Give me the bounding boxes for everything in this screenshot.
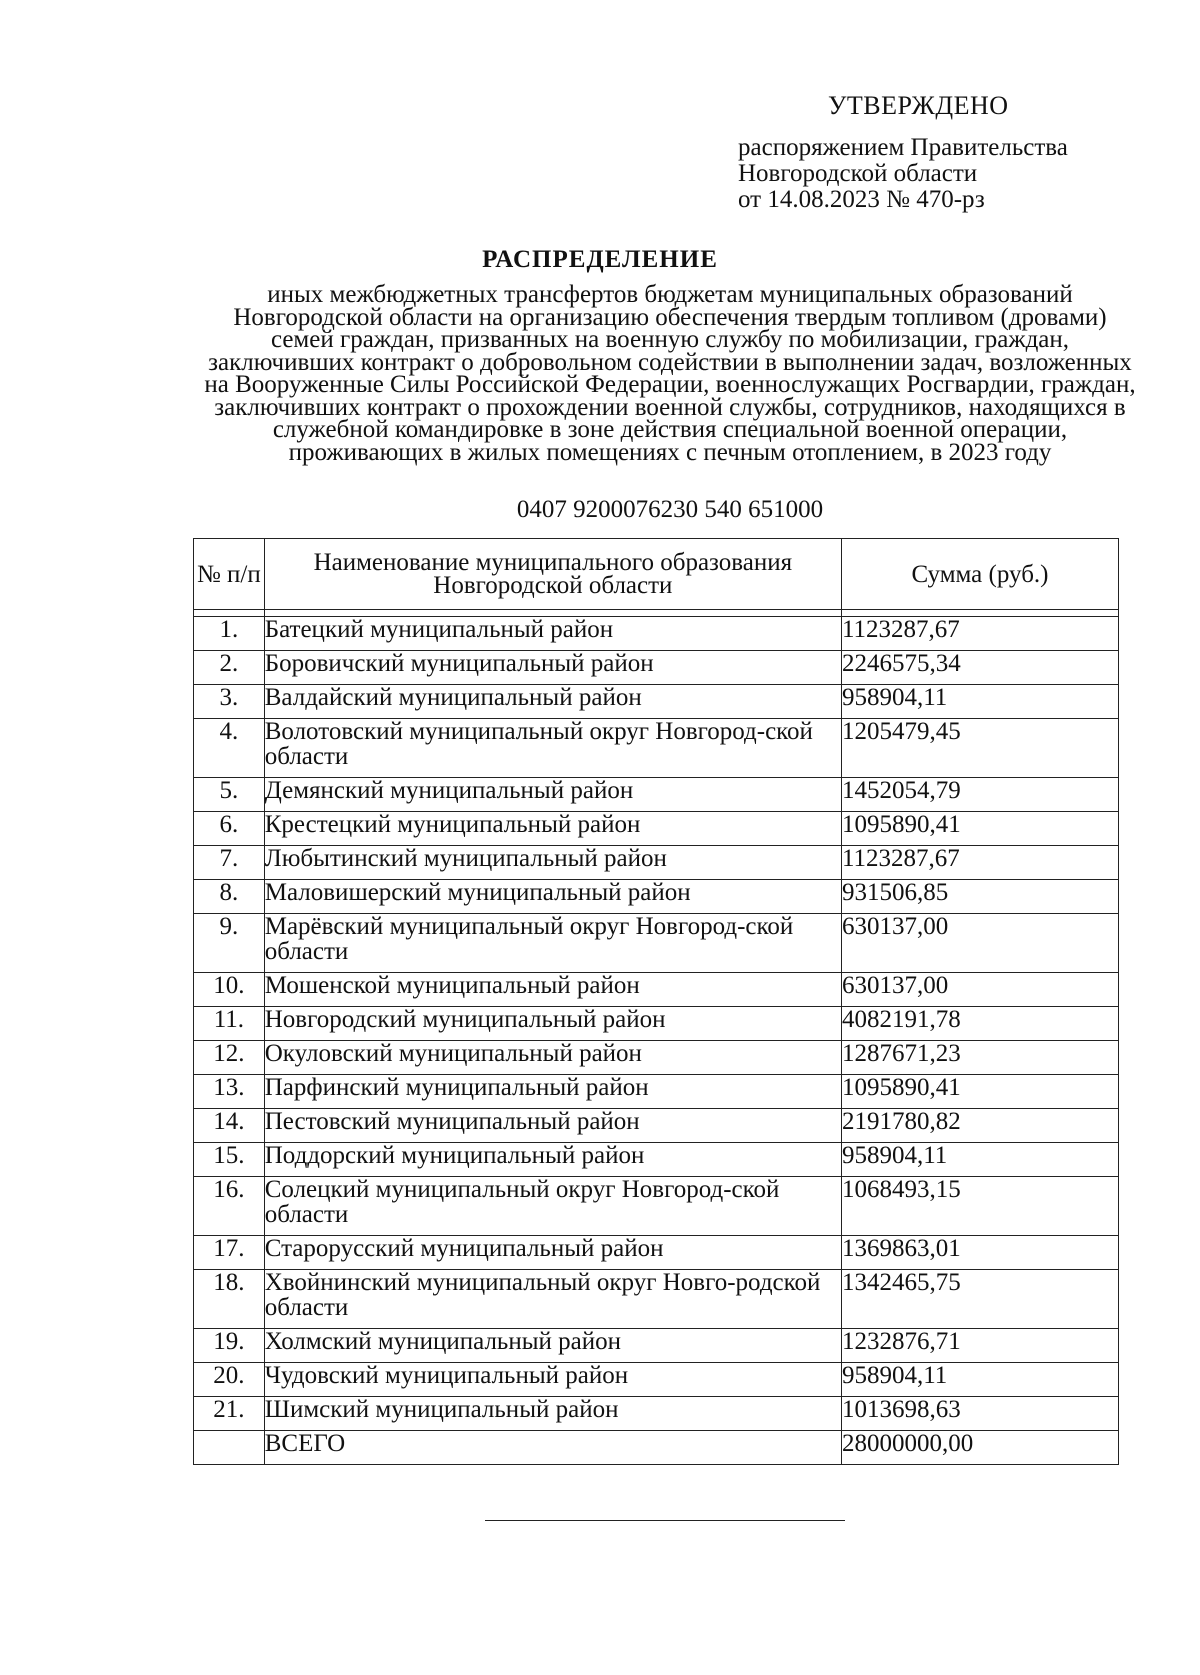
row-number: 20. <box>194 1363 265 1397</box>
approval-line-1: распоряжением Правительства <box>738 134 1068 161</box>
row-number: 6. <box>194 812 265 846</box>
row-number: 18. <box>194 1270 265 1329</box>
row-sum: 931506,85 <box>841 880 1118 914</box>
row-municipality: Окуловский муниципальный район <box>264 1041 841 1075</box>
row-municipality: Батецкий муниципальный район <box>264 617 841 651</box>
table-row <box>194 880 1119 914</box>
row-sum: 4082191,78 <box>841 1007 1118 1041</box>
table-row <box>194 1236 1119 1270</box>
header-sum: Сумма (руб.) <box>841 539 1118 610</box>
table-row <box>194 1143 1119 1177</box>
row-municipality: Чудовский муниципальный район <box>264 1363 841 1397</box>
row-sum: 958904,11 <box>841 1143 1118 1177</box>
table-row <box>194 1041 1119 1075</box>
row-municipality: Хвойнинский муниципальный округ Новго-родской области <box>264 1270 841 1329</box>
row-sum: 1095890,41 <box>841 812 1118 846</box>
row-number: 15. <box>194 1143 265 1177</box>
row-number: 7. <box>194 846 265 880</box>
row-sum: 958904,11 <box>841 1363 1118 1397</box>
row-number: 14. <box>194 1109 265 1143</box>
row-municipality: Парфинский муниципальный район <box>264 1075 841 1109</box>
table-row <box>194 1397 1119 1431</box>
row-number: 13. <box>194 1075 265 1109</box>
header-municipality: Наименование муниципального образования Новгородской области <box>264 539 841 610</box>
total-sum: 28000000,00 <box>841 1431 1118 1465</box>
table-total-row <box>194 1431 1119 1465</box>
approval-block <box>738 93 1158 213</box>
row-municipality: Любытинский муниципальный район <box>264 846 841 880</box>
row-number: 19. <box>194 1329 265 1363</box>
row-municipality: Холмский муниципальный район <box>264 1329 841 1363</box>
row-municipality: Волотовский муниципальный округ Новгород-ской области <box>264 719 841 778</box>
row-number: 12. <box>194 1041 265 1075</box>
row-municipality: Валдайский муниципальный район <box>264 685 841 719</box>
row-municipality: Мошенской муниципальный район <box>264 973 841 1007</box>
row-sum: 1452054,79 <box>841 778 1118 812</box>
total-number-cell <box>194 1431 265 1465</box>
approval-title: УТВЕРЖДЕНО <box>828 91 1009 120</box>
row-sum: 2191780,82 <box>841 1109 1118 1143</box>
budget-code: 0407 9200076230 540 651000 <box>516 496 824 523</box>
table-row <box>194 1109 1119 1143</box>
row-number: 4. <box>194 719 265 778</box>
row-sum: 1095890,41 <box>841 1075 1118 1109</box>
row-number: 16. <box>194 1177 265 1236</box>
table-row <box>194 1075 1119 1109</box>
row-municipality: Маловишерский муниципальный район <box>264 880 841 914</box>
table-row <box>194 617 1119 651</box>
distribution-table <box>193 538 1119 1465</box>
approval-line-3: от 14.08.2023 № 470-рз <box>738 186 985 213</box>
table-row <box>194 973 1119 1007</box>
row-number: 2. <box>194 651 265 685</box>
row-sum: 630137,00 <box>841 973 1118 1007</box>
row-sum: 1068493,15 <box>841 1177 1118 1236</box>
row-municipality: Демянский муниципальный район <box>264 778 841 812</box>
row-sum: 1013698,63 <box>841 1397 1118 1431</box>
row-municipality: Шимский муниципальный район <box>264 1397 841 1431</box>
bottom-divider <box>485 1520 845 1521</box>
document-title: РАСПРЕДЕЛЕНИЕ <box>482 246 718 273</box>
row-sum: 2246575,34 <box>841 651 1118 685</box>
table-row <box>194 1329 1119 1363</box>
row-number: 10. <box>194 973 265 1007</box>
row-number: 17. <box>194 1236 265 1270</box>
table-row <box>194 1007 1119 1041</box>
table-row <box>194 1270 1119 1329</box>
row-sum: 1342465,75 <box>841 1270 1118 1329</box>
document-subtitle: иных межбюджетных трансфертов бюджетам муниципальных образований Новгородской области на организацию обеспечения твердым топливом (дровами) семей граждан, призванных на военную службу по мобилизации, граждан, заключивших контракт о добровольном содействии в выполнении задач, возложенных на Вооруженные Силы Российской Федерации, военнослужащих Росгвардии, граждан, заключивших контракт о прохождении военной службы, сотрудников, находящихся в служебной командировке в зоне действия специальной военной операции, проживающих в жилых помещениях с печным отоплением, в 2023 году <box>204 281 1136 466</box>
row-municipality: Поддорский муниципальный район <box>264 1143 841 1177</box>
table-row <box>194 846 1119 880</box>
row-number: 3. <box>194 685 265 719</box>
approval-line-2: Новгородской области <box>738 160 978 187</box>
row-sum: 1123287,67 <box>841 617 1118 651</box>
row-number: 8. <box>194 880 265 914</box>
row-sum: 1123287,67 <box>841 846 1118 880</box>
table-row <box>194 1363 1119 1397</box>
table-row <box>194 1177 1119 1236</box>
table-row <box>194 651 1119 685</box>
table-header-row <box>194 539 1119 610</box>
row-number: 9. <box>194 914 265 973</box>
header-number: № п/п <box>194 539 265 610</box>
row-municipality: Боровичский муниципальный район <box>264 651 841 685</box>
row-sum: 630137,00 <box>841 914 1118 973</box>
table-row <box>194 914 1119 973</box>
row-sum: 1287671,23 <box>841 1041 1118 1075</box>
row-number: 21. <box>194 1397 265 1431</box>
total-label: ВСЕГО <box>264 1431 841 1465</box>
row-municipality: Пестовский муниципальный район <box>264 1109 841 1143</box>
row-sum: 1205479,45 <box>841 719 1118 778</box>
row-municipality: Марёвский муниципальный округ Новгород-ской области <box>264 914 841 973</box>
table-row <box>194 685 1119 719</box>
table-row <box>194 812 1119 846</box>
table-row <box>194 719 1119 778</box>
row-municipality: Старорусский муниципальный район <box>264 1236 841 1270</box>
row-number: 1. <box>194 617 265 651</box>
row-municipality: Крестецкий муниципальный район <box>264 812 841 846</box>
table-row <box>194 778 1119 812</box>
row-sum: 1369863,01 <box>841 1236 1118 1270</box>
row-municipality: Новгородский муниципальный район <box>264 1007 841 1041</box>
row-sum: 1232876,71 <box>841 1329 1118 1363</box>
row-sum: 958904,11 <box>841 685 1118 719</box>
row-number: 11. <box>194 1007 265 1041</box>
row-number: 5. <box>194 778 265 812</box>
row-municipality: Солецкий муниципальный округ Новгород-ской области <box>264 1177 841 1236</box>
